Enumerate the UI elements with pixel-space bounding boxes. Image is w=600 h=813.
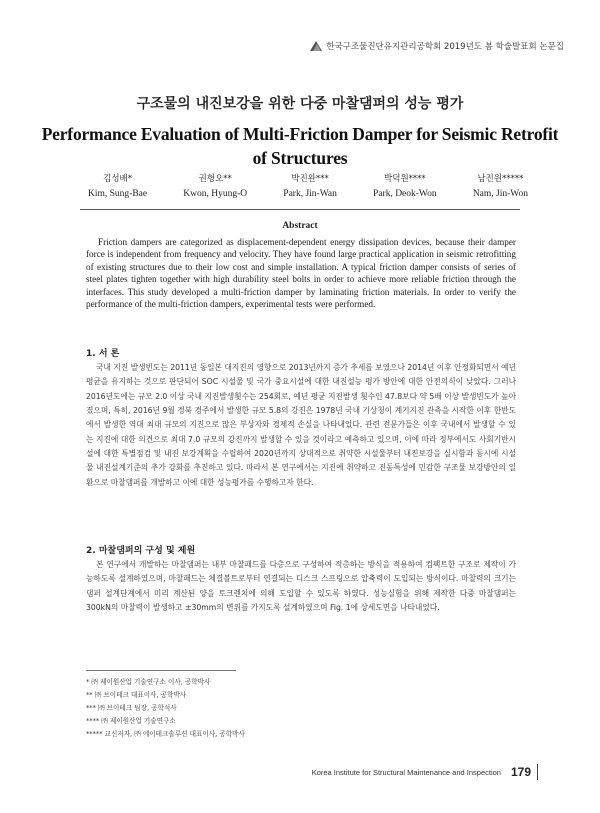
footnote: ** ㈜ 브이테크 대표이사, 공학박사 [86,691,187,699]
footnote-divider [86,670,236,671]
author [283,172,337,202]
author [183,172,247,202]
footnotes [86,676,386,741]
author-name-ko: 박덕원**** [384,174,426,184]
author [88,172,147,202]
author-name-ko: 박진완*** [291,174,329,184]
title-korean: 구조물의 내진보강을 위한 다중 마찰댐퍼의 성능 평가 [136,96,464,112]
footnote: **** ㈜ 제이원산업 기술연구소 [86,717,176,725]
page-footer [312,764,538,780]
title-english: Performance Evaluation of Multi-Friction Damper for Seismic Retrofit of Structures [41,124,559,168]
abstract-heading: Abstract [282,221,318,231]
abstract-text: Friction dampers are categorized as displacement-dependent energy dissipation devices, because their damper force is independent from frequency and velocity. They have found large practical application in seismic retrofitting of existing structures due to their low cost and simple installation. A typical friction damper consists of series of steel plates tighten together with high durability steel bolts in order to achieve more reliable friction through the interfaces. This study developed a multi-friction damper by laminating friction materials. In order to verify the performance of the multi-friction dampers, experimental tests were performed. [86,237,516,310]
author-list [88,172,528,202]
footnote: *** ㈜ 브이테크 팀장, 공학석사 [86,704,177,712]
section-heading-damper-configuration: 2. 마찰댐퍼의 구성 및 제원 [86,546,196,556]
author-name-ko: 권형오** [198,174,232,184]
author-name-en: Park, Deok-Won [373,189,437,199]
title-divider [80,209,520,210]
journal-name: 한국구조물진단유지관리공학회 2019년도 봄 학술발표회 논문집 [326,42,564,52]
footer-bar [537,764,538,780]
footer-institute: Korea Institute for Structural Maintenance and Inspection [311,767,501,777]
author [473,172,528,202]
author-name-ko: 남진원***** [477,174,524,184]
running-header [310,40,564,52]
section-heading-introduction: 1. 서 론 [86,349,120,359]
author-name-ko: 김성배* [103,174,132,184]
footnote: * ㈜ 제이원산업 기술연구소 이사, 공학박사 [86,678,211,686]
author-name-en: Park, Jin-Wan [283,189,337,199]
section-text-introduction: 국내 지진 발생빈도는 2011년 동일본 대지진의 영향으로 2013년까지 증가 추세를 보였으나 2014년 이후 안정화되면서 예년 평균을 유지하는 것으로 판단되어 SOC 시설물 및 국가 중요시설에 대한 내진설능 평가 방안에 대한 안전의식이 낮았다. 그러나 2016년도에는 규모 2.0 이상 국내 지진발생횟수는 254회로, 예년 평균 지진발생 횟수인 47.8보다 약 5배 이상 발생빈도가 높아졌으며, 특히, 2016년 9월 경북 경주에서 발생한 규모 5.8의 강진은 1978년 국내 기상청이 계기지진 관측을 시작한 이후 한반도에서 발생한 역대 최대 규모의 지진으로 많은 부상자와 경제적 손실을 나타내었다. 관련 전문가들은 이후 국내에서 발생할 수 있는 지진에 대한 의견으로 최대 7.0 규모의 강진까지 발생할 수 있을 것이라고 예측하고 있으며, 이에 따라 정부에서도 사회기반시설에 대한 특별점검 및 내진 보강계획을 수립하여 2020년까지 상대적으로 취약한 시설물부터 내진보강을 실시함과 동시에 시설물 내진설계기준의 추가 강화를 추진하고 있다. 따라서 본 연구에서는 지진에 취약하고 진동특성에 민감한 구조물 보강방안의 일환으로 마찰댐퍼를 개발하고 이에 대한 성능평가를 수행하고자 한다. [86,363,516,487]
page-number: 179 [510,765,531,779]
author [373,172,437,202]
section-text-damper-configuration: 본 연구에서 개발하는 마찰댐퍼는 내부 마찰패드를 다층으로 구성하여 적층하는 방식을 적용하여 컴팩트한 구조로 제작이 가능하도록 설계하였으며, 마찰패드는 체결볼트로부터 연결되는 디스크 스프링으로 압축력이 도입되는 방식이다. 마찰력의 크기는 댐퍼 설계단계에서 미리 계산된 양을 토크렌치에 의해 도입할 수 있도록 하였다. 성능실험을 위해 제작한 다중 마찰댐퍼는 300kN의 마찰력이 발생하고 ±30mm의 변위를 가지도록 설계하였으며 Fig. 1에 상세도면을 나타내었다. [86,560,516,613]
author-name-en: Nam, Jin-Won [472,189,528,199]
author-name-en: Kim, Sung-Bae [88,189,148,199]
footnote: ***** 교신저자, ㈜ 에이테크솔루션 대표이사, 공학박사 [86,730,245,738]
triangle-mark-icon [310,41,322,51]
author-name-en: Kwon, Hyung-O [183,189,248,199]
